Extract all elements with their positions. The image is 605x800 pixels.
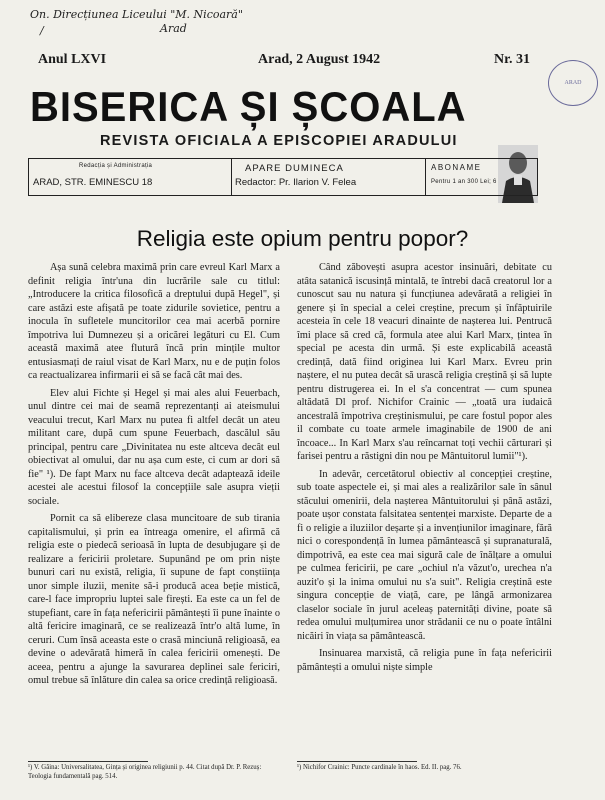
volume-year: Anul LXVI bbox=[38, 52, 107, 67]
info-divider-1 bbox=[231, 159, 232, 195]
article-paragraph: Insinuarea marxistă, că religia pune în fața nefericirii pământești a omului niște simple bbox=[297, 648, 552, 673]
library-stamp bbox=[548, 60, 598, 106]
footnote-left: ¹) V. Găina: Universalitatea, Gința și originea religiunii p. 44. Citat după Dr. P. Rezuș: Teologia fundamentală pag. 514. bbox=[28, 764, 262, 780]
publication-subtitle: REVISTA OFICIALA A EPISCOPIEI ARADULUI bbox=[100, 133, 458, 149]
handwritten-address-line: On. Direcțiunea Liceului "M. Nicoară" bbox=[30, 8, 243, 21]
footnote-rule-left bbox=[28, 761, 148, 762]
article-paragraph: Pornit ca să elibereze clasa muncitoare de sub tirania capitalismului, și prin ea întreaga omenire, el afirmă că religia este o piedecă serioasă în lupta de desubjugare și de realizare a fericirii proletare. Supunând pe om prin niște bunuri cari nu există, religia, îi supune de fapt conștiința unor simple iluzii, menite să-i producă acea beție mistică, care-l face impropriu luptei sale firești. Ea este ca un fel de stupefiant, care în fața nefericirii pământești îi pune înainte o altă fericire imaginară, ce se realizează într'o altă lume, în ceruri. Cum însă aceasta este o crasă minciună religioasă, ea devine o adevărată himeră în calea fericirii omenești. De aceea, pentru a ajunge la savurarea deplinei sale fericiri, omul trebue să înlăture din calea sa orice credință religioasă. bbox=[28, 513, 280, 686]
article-column-right bbox=[297, 261, 552, 678]
article-title: Religia este opium pentru popor? bbox=[136, 226, 469, 251]
footnote-rule-right bbox=[297, 761, 417, 762]
editor-name: Redactor: Pr. Ilarion V. Felea bbox=[235, 177, 357, 188]
info-divider-2 bbox=[425, 159, 426, 195]
publication-frequency: APARE DUMINECA bbox=[245, 163, 344, 174]
subscription-detail: Pentru 1 an 300 Lei; 6 bbox=[431, 179, 497, 185]
article-paragraph: In adevăr, cercetătorul obiectiv al concepției creștine, sub toate aspectele ei, și mai ales a realizărilor sale în sânul stăcului omenirii, dela nașterea Mântuitorului și până astăzi, poate ușor constata falsitatea sentenței marxiste. Departe de a fi o religie a iluziilor deșarte și a invențiunilor imaginare, fără nici o corespondență în lumea pământească și supranaturală, dimpotrivă, ea este cea mai sigură cale de înălțare a omului pe culmea fericirii, pe care „ochiul n'a văzut'o, urechea n'a auzit'o și la inima omului nu s'a suit". Religia creștină este singura concepție de viață, care, pe lângă armonizarea claselor sociale în jurul aceleaș paternități divine, poate să redea omului mulțumirea unor strădanii ce nu o poate întâlni nicăiri în viața sa pământească. bbox=[297, 468, 552, 642]
issue-number: Nr. 31 bbox=[494, 52, 531, 67]
footnote-right: ¹) Nichifor Crainic: Puncte cardinale în haos. Ed. II. pag. 76. bbox=[297, 764, 462, 771]
handwritten-mark: / bbox=[40, 24, 44, 37]
stamp-text: ARAD bbox=[564, 80, 582, 86]
redaction-label: Redacția și Administrația bbox=[79, 163, 153, 169]
publication-title: BISERICA ȘI ȘCOALA bbox=[30, 84, 467, 131]
subscription-label: ABONAME bbox=[431, 163, 482, 172]
handwritten-city: Arad bbox=[160, 22, 187, 35]
info-box bbox=[28, 158, 538, 196]
article-paragraph: Când zăbovești asupra acestor insinuări, debitate cu atâta satanică iscusință mintală, te întrebi dacă creatorul lor a cunoscut sau nu natura și funcțiunea adevărată a religiei în genere și în special a celei creștine, precum și înfăptuirile acesteia în cele 18 veacuri dinainte de nașterea lui. Pentrucă îmi place să cred că, formula atee alui Karl Marx, țintea în special pe acesta din urmă. Și este explicabilă această credință, dată fiind originea lui Karl Marx. Evreu prin naștere, el nu putea decât să urască religia creștină și să lupte pentru distrugerea ei. In el s'a concentrat — cum spunea altădată Dl prof. Nichifor Crainic — „toată ura iudaică ancestrală împotriva creștinismului, pe care fostul popor ales il combate cu toate armele imaginabile de 1900 de ani încoace... In Karl Marx s'au reîncarnat toți vechii cărturari și farisei pentru a răstigni din nou pe Mântuitorul lumii"¹). bbox=[297, 262, 552, 462]
article-paragraph: Așa sună celebra maximă prin care evreul Karl Marx a definit religia într'una din lucrările sale cu titlul: „Introducere la critica filosofică a dreptului după Hegel", și care astăzi este afișată pe toate zidurile sovietice, pentru a inocula în sufletele muncitorilor cea mai acerbă pornire împotriva lui Dumnezeu și a oricărei legături cu El. Cum această maximă atee fluturâ încă prin mințile multor entusiasmați de raiul visat de Karl Marx, nu e de puțin folos ca reactualizarea infirmarii ei să se facă cât mai des. bbox=[28, 262, 280, 381]
place-date: Arad, 2 August 1942 bbox=[258, 52, 381, 67]
article-column-left bbox=[28, 261, 280, 692]
article-paragraph: Elev alui Fichte și Hegel și mai ales alui Feuerbach, unul dintre cei mai de seamă reprezentanți ai ateismului veacului trecut, Karl Marx nu putea fi altfel decât un ateu militant care, după cum spune Feuerbach, dascălul său principal, pentru care „Divinitatea nu este altceva decât eul obiectivat al omului, dar nu așa cum este, ci cum ar dori să fie" ¹). De fapt Marx nu face altceva decât adaptează ideile acestei ale acestui filosof la concepțiile sale asupra vieții sociale. bbox=[28, 387, 280, 507]
redaction-address: ARAD, STR. EMINESCU 18 bbox=[33, 177, 153, 188]
